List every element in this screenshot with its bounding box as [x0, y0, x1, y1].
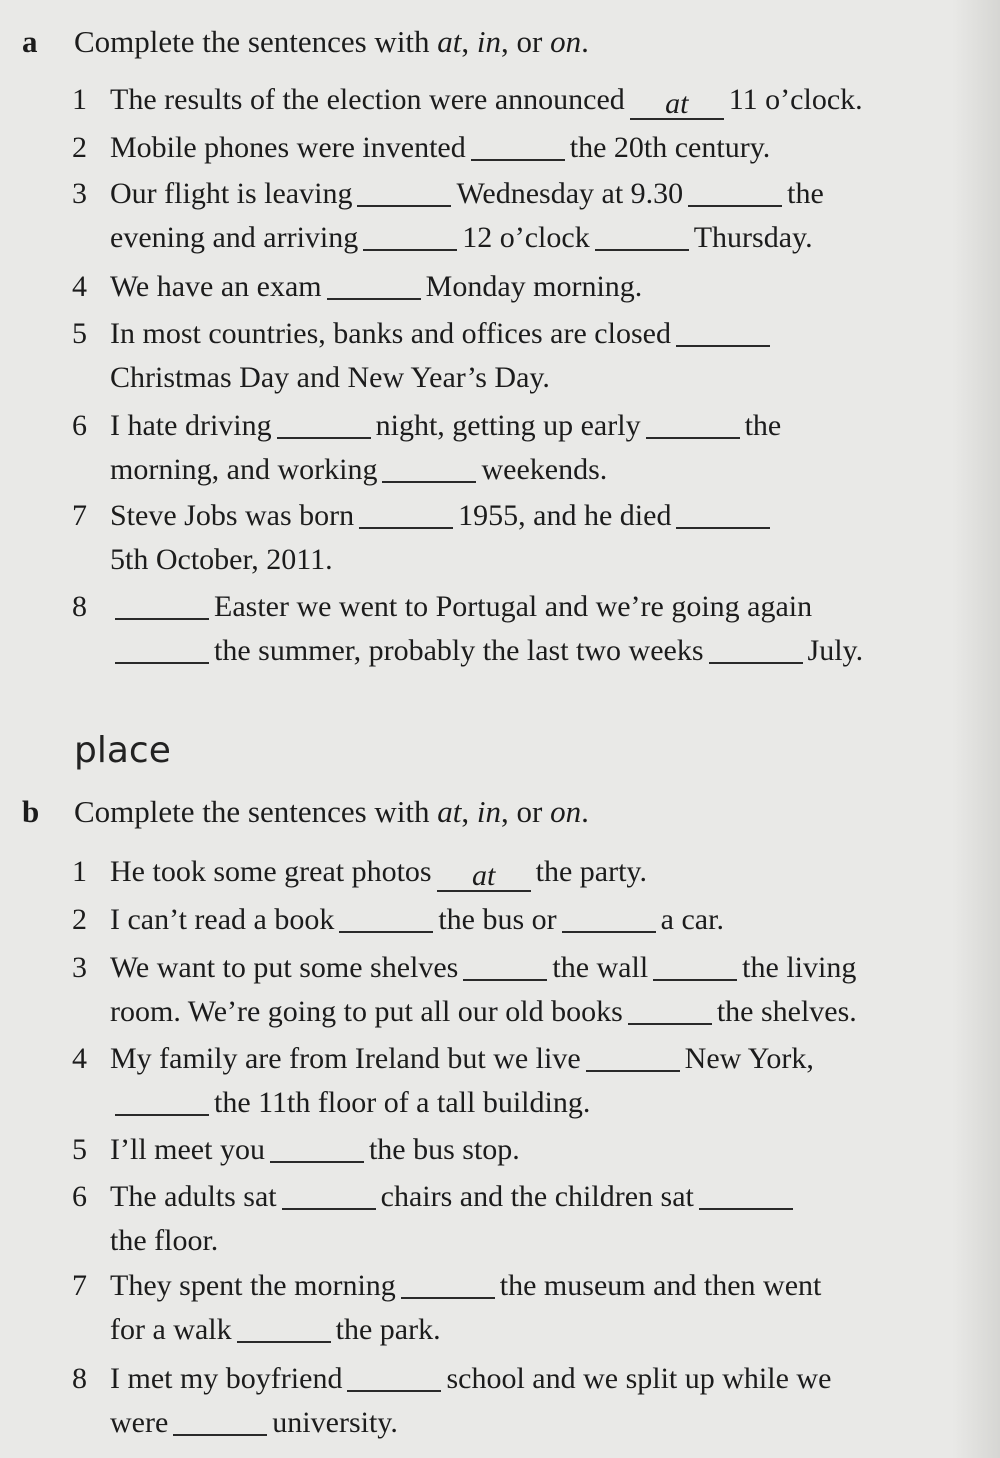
answer-blank[interactable]: at [437, 860, 531, 892]
answer-blank[interactable] [628, 993, 712, 1025]
answer-blank[interactable] [562, 901, 656, 933]
answer-blank[interactable] [282, 1178, 376, 1210]
answer-blank[interactable] [359, 497, 453, 529]
answer-blank[interactable] [676, 315, 770, 347]
answer-blank[interactable] [347, 1360, 441, 1392]
answer-blank[interactable] [653, 949, 737, 981]
answer-blank[interactable] [595, 219, 689, 251]
answer-blank[interactable] [709, 632, 803, 664]
answer-blank[interactable] [646, 407, 740, 439]
section-a-letter: a [22, 24, 38, 59]
answer-blank[interactable] [699, 1178, 793, 1210]
answer-blank[interactable] [237, 1311, 331, 1343]
answer-blank[interactable] [115, 632, 209, 664]
answer-blank[interactable] [676, 497, 770, 529]
section-b-letter: b [22, 794, 40, 829]
answer-blank[interactable] [277, 407, 371, 439]
answer-blank[interactable] [173, 1404, 267, 1436]
answer-blank[interactable] [357, 175, 451, 207]
answer-blank[interactable] [463, 949, 547, 981]
answer-blank[interactable] [339, 901, 433, 933]
section-a-instruction: a Complete the sentences with at, in, or on. [22, 24, 589, 59]
answer-blank[interactable] [688, 175, 782, 207]
worksheet-page: a Complete the sentences with at, in, or on. 1 The results of the election were announced at 11 o’clock. 2 Mobile phones were invented the 20th century. 3 Our flight is leaving Wednesday at 9.30 the evening and arriving 12 o’clock Thursday. 4 We have an exam Monday morning. 5 In most countries, banks and offices are closed Christmas Day and New Year’s Day. 6 I hate driving night, getting up early the morning, and working weekends. 7 Steve Jobs was born 1955, and he died 5th October, 2011. 8 Easter we went to Portugal and we’re going again the summer, probably the last two weeks July. place b Complete the sentences with at, in, or on. 1 He took some great photos at the party. 2 I can’t read a book the bus or a car. 3 We want to put some shelves the wall the living room. We’re going to put all our old books the shelves. 4 My family are from Ireland but we live New York, the 11th floor of a tall building. 5 I’ll meet you the bus stop. 6 The adults sat chairs and the children sat the floor. 7 They spent the morning the museum and then went for a walk the park. 8 I met my boyfriend school and we split up while we were university. [0, 0, 1000, 1458]
section-b-instruction: b Complete the sentences with at, in, or on. [22, 794, 589, 829]
answer-blank[interactable]: at [630, 88, 724, 120]
answer-blank[interactable] [382, 451, 476, 483]
answer-blank[interactable] [363, 219, 457, 251]
section-title: place [74, 730, 171, 771]
answer-blank[interactable] [115, 1084, 209, 1116]
answer-blank[interactable] [586, 1040, 680, 1072]
answer-blank[interactable] [270, 1131, 364, 1163]
answer-blank[interactable] [471, 129, 565, 161]
answer-blank[interactable] [401, 1267, 495, 1299]
answer-blank[interactable] [115, 588, 209, 620]
answer-blank[interactable] [327, 268, 421, 300]
